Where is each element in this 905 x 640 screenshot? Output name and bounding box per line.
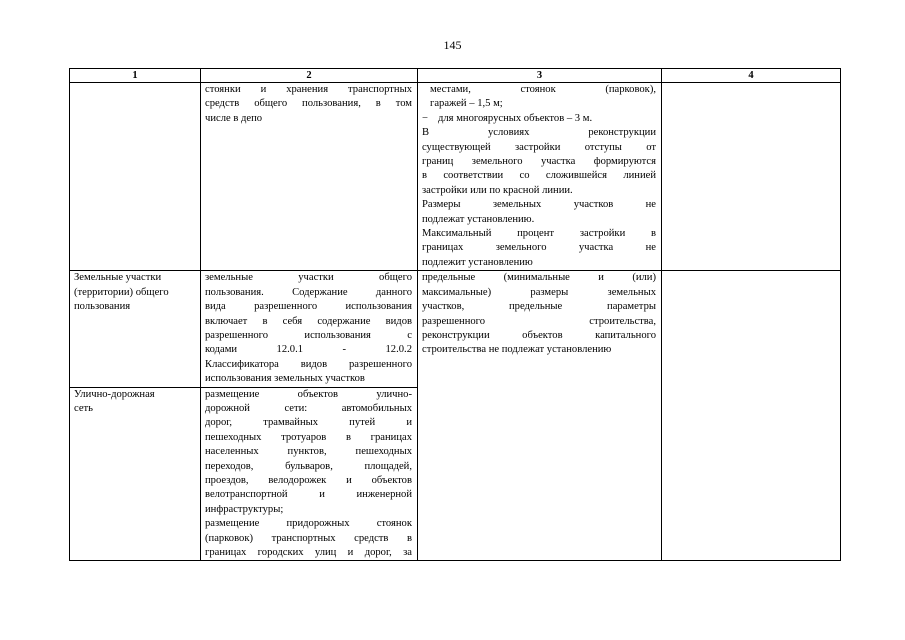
cell-land-use-description: [201, 271, 418, 387]
text-line: (территории) общего: [74, 286, 169, 298]
text-line: стоянки и хранения транспортных: [205, 84, 412, 95]
page-number: 145: [443, 38, 462, 52]
text-line: вида разрешенного использования: [205, 301, 412, 313]
text-line: для многоярусных объектов – 3 м.: [438, 112, 593, 124]
text-line: подлежит установлению: [422, 256, 533, 268]
text-line: числе в депо: [205, 112, 263, 124]
text-line: реконструкции объектов капитального: [422, 329, 656, 341]
text-line: пользования: [74, 301, 131, 313]
cell-notes: [662, 271, 841, 561]
text-line: дорог, трамвайных путей и: [205, 417, 412, 429]
text-line: границах земельного участка не: [422, 242, 656, 254]
zoning-table: [69, 68, 841, 561]
cell-land-use-description: [201, 387, 418, 561]
dash-bullet: −: [422, 112, 428, 124]
text-line: границах городских улиц и дорог, за: [205, 547, 412, 558]
column-number-3: 3: [418, 69, 662, 83]
text-line: средств общего пользования, в том: [205, 98, 412, 110]
text-line: Земельные участки: [74, 272, 162, 284]
text-line: участков, предельные параметры: [422, 301, 656, 313]
text-line: максимальные) размеры земельных: [422, 286, 656, 298]
text-line: велотранспортной и инженерной: [205, 489, 412, 501]
text-line: Максимальный процент застройки в: [422, 228, 656, 240]
text-line: местами, стоянок (парковок),: [430, 84, 656, 95]
text-line: Классификатора видов разрешенного: [205, 358, 412, 370]
text-line: Улично-дорожная: [74, 388, 155, 400]
text-line: В условиях реконструкции: [422, 127, 656, 139]
text-line: в соответствии со сложившейся линией: [422, 170, 656, 182]
table-row: [70, 271, 841, 387]
text-line: сеть: [74, 402, 93, 414]
text-line: границ земельного участка формируются: [422, 156, 656, 168]
text-line: существующей застройки отступы от: [422, 141, 656, 153]
cell-land-use-description: [201, 83, 418, 271]
text-line: пользования. Содержание данного: [205, 286, 412, 298]
cell-notes: [662, 83, 841, 271]
text-line: пешеходных тротуаров в границах: [205, 431, 412, 443]
column-number-4: 4: [662, 69, 841, 83]
text-line: дорожной сети: автомобильных: [205, 402, 412, 414]
text-line: земельные участки общего: [205, 272, 412, 284]
table-header-row: [70, 69, 841, 83]
table-row: [70, 83, 841, 271]
list-item: [422, 112, 656, 126]
text-line: инфраструктуры;: [205, 503, 284, 515]
text-line: разрешенного строительства,: [422, 315, 656, 327]
text-line: подлежат установлению.: [422, 213, 535, 225]
text-line: включает в себя содержание видов: [205, 315, 412, 327]
text-line: использования земельных участков: [205, 373, 365, 385]
text-line: застройки или по красной линии.: [422, 184, 573, 196]
cell-parameters: [418, 83, 662, 271]
text-line: предельные (минимальные и (или): [422, 272, 656, 284]
text-line: гаражей – 1,5 м;: [430, 98, 503, 110]
text-line: разрешенного использования с: [205, 329, 412, 341]
text-line: размещение объектов улично-: [205, 388, 412, 400]
text-line: Размеры земельных участков не: [422, 199, 656, 211]
cell-land-use-name: [70, 83, 201, 271]
text-line: (парковок) транспортных средств в: [205, 532, 412, 544]
cell-parameters: [418, 271, 662, 561]
column-number-1: 1: [70, 69, 201, 83]
cell-land-use-name: [70, 387, 201, 561]
cell-land-use-name: [70, 271, 201, 387]
text-line: строительства не подлежат установлению: [422, 344, 612, 356]
text-line: проездов, велодорожек и объектов: [205, 474, 412, 486]
column-number-2: 2: [201, 69, 418, 83]
text-line: кодами 12.0.1 - 12.0.2: [205, 344, 412, 356]
text-line: размещение придорожных стоянок: [205, 518, 412, 530]
text-line: переходов, бульваров, площадей,: [205, 460, 412, 472]
text-line: населенных пунктов, пешеходных: [205, 446, 412, 458]
